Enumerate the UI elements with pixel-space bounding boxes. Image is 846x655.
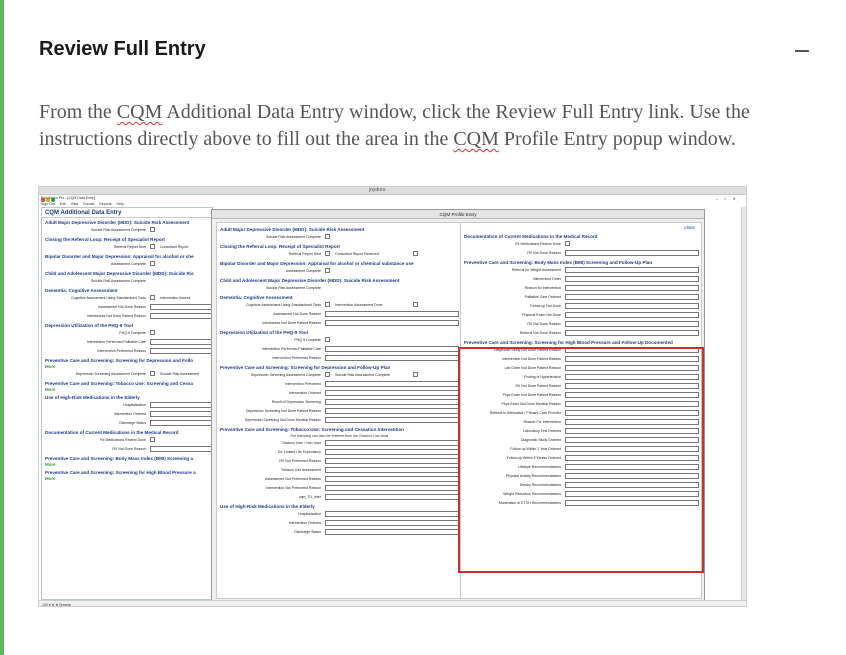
form-row [217, 466, 461, 475]
checkbox[interactable] [150, 227, 155, 232]
window-titlebar [39, 187, 747, 195]
field-label: cqm_TU_Inter [298, 495, 321, 499]
field-label: PHQ-9 Complete [119, 331, 146, 335]
section-heading: Preventive Care and Screening: Screening for Depression and Follo [45, 358, 194, 363]
vertical-scrollbar[interactable] [741, 207, 746, 600]
field-label: InterAssess Not Done Patient Reason [262, 321, 321, 325]
intro-cqm-1: CQM [116, 101, 163, 123]
section-heading: Adult Major Depressive Disorder (MDD): Suicide Risk Assessment [45, 220, 190, 225]
more-link[interactable]: More [45, 364, 56, 369]
form-row [217, 493, 461, 502]
field-label: Suicide Risk Assessment Complete [265, 235, 321, 239]
text-field[interactable] [565, 303, 699, 309]
close-link[interactable]: close [684, 225, 695, 230]
form-row [42, 347, 212, 356]
card-title: Review Full Entry [39, 38, 206, 60]
field-label: Intervention Performed Palliative Care [86, 340, 146, 344]
field-label: Suicide Risk Assessment [160, 372, 200, 376]
field-label: Suicide Risk Assessment Complete [90, 228, 146, 232]
menu-bar [41, 202, 129, 206]
form-row [42, 410, 212, 419]
checkbox[interactable] [413, 302, 418, 307]
section-heading: Bipolar Disorder and Major Depression: Appraisal for alcohol or che [45, 254, 194, 259]
form-row [461, 329, 701, 338]
form-row [42, 243, 212, 252]
form-row [42, 401, 212, 410]
field-label: RX Not Done Reason [527, 322, 561, 326]
field-label: Assessment Complete [285, 269, 321, 273]
form-row [42, 419, 212, 428]
form-row [217, 475, 461, 484]
section-heading: Preventive Care and Screening: Body Mass Index (BMI) Screening and Follow-Up Plan [464, 260, 653, 265]
checkbox[interactable] [413, 251, 418, 256]
form-row [42, 445, 212, 454]
checkbox[interactable] [325, 337, 330, 342]
form-row [461, 275, 701, 284]
field-label: Intervention Not Done Patient Reason [502, 357, 561, 361]
form-row [42, 312, 212, 321]
field-label: Intervention Performed Reason [272, 356, 321, 360]
field-label: Intervention Not Performed Reason [265, 486, 321, 490]
field-label: Suicide Risk Assessment Complete [90, 279, 146, 283]
field-label: Intervention Performed Reason [97, 349, 146, 353]
form-row [42, 338, 212, 347]
field-label: Intervention Ordered [113, 412, 146, 416]
checkbox[interactable] [325, 372, 330, 377]
form-row [461, 320, 701, 329]
section-heading: Closing the Referral Loop: Receipt of Specialist Report [45, 237, 165, 242]
section-heading: Child and Adolescent Major Depressive Disorder (MDD): Suicide Risk Assessment [220, 278, 400, 283]
field-label: Consultant Report [160, 245, 189, 249]
field-label: RX Not Done Reason [112, 447, 146, 451]
form-row [217, 354, 461, 363]
form-row [461, 284, 701, 293]
form-row [217, 389, 461, 398]
field-label: Intervention Ordered [288, 521, 321, 525]
field-label: Assessment Not Performed Reason [265, 477, 321, 481]
text-field[interactable] [325, 476, 459, 482]
form-row [217, 448, 461, 457]
checkbox[interactable] [150, 295, 155, 300]
checkbox[interactable] [325, 251, 330, 256]
field-label: Weight Reduction Recommendations [503, 492, 561, 496]
text-field[interactable] [325, 458, 459, 464]
form-row [42, 294, 212, 303]
accent-bar [0, 0, 4, 655]
field-label: Assessment Complete [110, 262, 146, 266]
section-heading: Preventive Care and Screening: Tobacco Use: Screening and Cessa [45, 381, 193, 386]
section-heading: Child and Adolescent Major Depressive Disorder (MDD): Suicide Ris [45, 271, 194, 276]
form-row [42, 329, 212, 338]
form-row [461, 311, 701, 320]
text-field[interactable] [325, 399, 459, 405]
field-label: Follow-up Within 4 Weeks Ordered [506, 456, 561, 460]
field-label: Follow-up Not Done [530, 304, 561, 308]
form-row [42, 303, 212, 312]
field-label: Result of Depression Screening [271, 400, 321, 404]
form-row [217, 310, 461, 319]
panel-header: CQM Additional Data Entry [42, 208, 212, 218]
form-row [217, 319, 461, 328]
field-label: Depression Screening Assessment Complete [250, 373, 321, 377]
field-label: RX Not Performed Reason [279, 459, 321, 463]
checkbox[interactable] [325, 268, 330, 273]
section-heading: Documentation of Current Medications in the Medical Record [45, 430, 179, 435]
field-label: Referral Report Sent [113, 245, 146, 249]
field-label: Depression Screening Not Done Patient Reason [245, 409, 321, 413]
field-label: Consultant Report Received [335, 252, 379, 256]
status-bar: 100 ▾ ⊖ ⊕ Browse [39, 600, 747, 607]
text-field[interactable] [565, 330, 699, 336]
popup-column-left [216, 222, 462, 599]
form-row [217, 528, 461, 537]
checkbox[interactable] [150, 244, 155, 249]
embedded-screenshot [38, 186, 747, 607]
menu-view[interactable]: View [70, 202, 79, 206]
intro-text-1: From the [39, 101, 117, 123]
checkbox[interactable] [150, 330, 155, 335]
form-row [217, 457, 461, 466]
form-row [217, 371, 461, 380]
field-label: Rx Medications Review Done [100, 438, 146, 442]
cqm-profile-entry-popup [211, 209, 705, 601]
field-label: Physical Exam Not Done [522, 313, 561, 317]
intro-cqm-2: CQM [453, 128, 499, 150]
checkbox[interactable] [325, 234, 330, 239]
field-label: Cognitive Assessment Using Standardized Tools [70, 296, 146, 300]
form-row [217, 284, 461, 293]
text-field[interactable] [565, 267, 699, 273]
field-label: Intervention Assessment Done [335, 303, 383, 307]
form-row [217, 398, 461, 407]
checkbox[interactable] [150, 371, 155, 376]
field-label: Suicide Risk Assessment Complete [265, 286, 321, 290]
form-row [217, 250, 461, 259]
field-label: Diagnostic Study Not Done Patient Reason [494, 348, 561, 352]
form-row [42, 260, 212, 269]
field-label: Reason for Intervention [524, 286, 561, 290]
field-label: Tobacco Use Assessment [280, 468, 321, 472]
form-row [461, 240, 701, 249]
form-row [461, 266, 701, 275]
menu-reports[interactable]: Reports [99, 202, 112, 206]
field-label: Intervention Order [532, 277, 561, 281]
section-heading: Depression Utilization of the PHQ-9 Tool [220, 330, 308, 335]
field-label: Suicide Risk Assessment Complete [335, 373, 391, 377]
field-label: Assessment Not Done Reason [98, 305, 146, 309]
tobacco-note: The following can also be entered from the Tobacco Use Area [289, 434, 389, 438]
field-label: Referral for Weight Assessment [511, 268, 561, 272]
field-label: Intervention Assess [160, 296, 191, 300]
form-row [217, 233, 461, 242]
field-label: Intervention Ordered [288, 391, 321, 395]
highlight-box [458, 347, 704, 573]
menu-help[interactable]: Help [116, 202, 124, 206]
field-label: Phys Exam Not Done Patient Reason [502, 393, 561, 397]
text-field[interactable] [325, 320, 459, 326]
app-title: PhiloMator Pro - [CQM Data Entry] [41, 196, 95, 200]
form-row [217, 416, 461, 425]
section-heading: Depression Utilization of the PHQ-9 Tool [45, 323, 133, 328]
collapse-button[interactable] [795, 50, 809, 52]
text-field[interactable] [325, 529, 459, 535]
field-label: Cognitive Assessment Using Standardized Tools [245, 303, 321, 307]
field-label: RX Not Done Reason [527, 251, 561, 255]
section-heading: Preventive Care and Screening: Screening for High Blood Pressure a [45, 470, 196, 475]
field-label: Hospitalization [298, 512, 321, 516]
section-heading: Preventive Care and Screening: Tobacco Use: Screening and Cessation Intervention [220, 427, 404, 432]
more-link[interactable]: More [45, 476, 56, 481]
form-row [217, 484, 461, 493]
text-field[interactable] [325, 346, 459, 352]
section-heading: Use of High-Risk Medications in the Elderly [220, 504, 315, 509]
field-label: Depression Screening Assessment Complete [75, 372, 146, 376]
field-label: Tobacco User / Non User [281, 441, 321, 445]
menu-format[interactable]: Format [83, 202, 95, 206]
checkbox[interactable] [150, 437, 155, 442]
field-label: Depression Screening Not Done Medical Reason [244, 418, 321, 422]
form-row [217, 380, 461, 389]
win-minimize-icon[interactable]: – [715, 196, 725, 201]
field-label: Follow-up Within 1 Year Ordered [510, 447, 561, 451]
field-label: Lab Order Not Done Patient Reason [504, 366, 561, 370]
text-field[interactable] [565, 276, 699, 282]
text-field[interactable] [325, 467, 459, 473]
field-label: Diagnostic Study Ordered [520, 438, 561, 442]
form-row [217, 336, 461, 345]
form-row [461, 249, 701, 258]
field-label: Palliative Care Ordered [524, 295, 561, 299]
field-label: Finding of Hypertension [524, 375, 561, 379]
section-heading: Preventive Care and Screening: Body Mass Index (BMI) Screening a [45, 456, 194, 461]
field-label: Referral to Alternative / Primary Care Provider [489, 411, 561, 415]
form-row [217, 519, 461, 528]
field-label: Intervention Performed Palliative Care [261, 347, 321, 351]
field-label: Hospitalization [123, 403, 146, 407]
text-field[interactable] [325, 511, 459, 517]
checkbox[interactable] [325, 302, 330, 307]
field-label: Assessment Not Done Reason [273, 312, 321, 316]
field-label: Intervention Performed [285, 382, 321, 386]
form-row [42, 277, 212, 286]
field-label: Physical Activity Recommendations [505, 474, 561, 478]
field-label: Discharge Status [294, 530, 321, 534]
text-field[interactable] [325, 485, 459, 491]
window-title: joydoru [369, 187, 386, 193]
form-row [217, 439, 461, 448]
text-field[interactable] [325, 381, 459, 387]
form-row [42, 226, 212, 235]
checkbox[interactable] [413, 372, 418, 377]
more-link[interactable]: More [45, 387, 56, 392]
field-label: Reason For Intervention [523, 420, 561, 424]
field-label: Dx. Limited Life Expectancy [277, 450, 321, 454]
window-controls [716, 196, 742, 201]
text-field[interactable] [325, 390, 459, 396]
section-heading: Preventive Care and Screening: Screening for High Blood Pressure and Follow-Up Documented [464, 340, 673, 345]
form-row [42, 370, 212, 379]
popup-title: CQM Profile Entry [212, 210, 704, 219]
field-label: Referral Not Done Reason [519, 331, 561, 335]
text-field[interactable] [325, 417, 459, 423]
text-field[interactable] [325, 494, 459, 500]
form-row [217, 407, 461, 416]
intro-text-2: Additional Data Entry window, click the Review Full Entry link. Use the instructions directly above to fill out the area in the [39, 101, 750, 150]
form-row [217, 510, 461, 519]
field-label: Moderation of ETOH Recommendations [498, 501, 561, 505]
section-heading: Preventive Care and Screening: Screening for Depression and Follow-Up Plan [220, 365, 391, 370]
more-link[interactable]: More [45, 462, 56, 467]
menu-edit[interactable]: Edit [59, 202, 66, 206]
form-row [42, 436, 212, 445]
field-label: InterAssess Not Done Patient Reason [87, 314, 146, 318]
section-heading: Bipolar Disorder and Major Depression: Appraisal for alcohol or chemical substance use [220, 261, 414, 266]
menu-sign-out[interactable]: Sign Out [41, 202, 55, 206]
section-heading: Closing the Referral Loop: Receipt of Specialist Report [220, 244, 340, 249]
cqm-additional-data-panel [41, 207, 213, 600]
section-heading: Dementia: Cognitive Assessment [220, 295, 293, 300]
text-field[interactable] [565, 250, 699, 256]
text-field[interactable] [325, 408, 459, 414]
text-field[interactable] [325, 449, 459, 455]
form-row [461, 293, 701, 302]
field-label: Rx Medications Review Done [515, 242, 561, 246]
field-label: Referral Report Sent [288, 252, 321, 256]
section-heading: Documentation of Current Medications in the Medical Record [464, 234, 598, 239]
win-close-icon[interactable]: ✕ [732, 196, 742, 201]
field-label: Phys Exam Not Done Medical Reason [501, 402, 561, 406]
text-field[interactable] [325, 520, 459, 526]
field-label: Dietary Recommendations [519, 483, 561, 487]
intro-paragraph [39, 99, 819, 153]
text-field[interactable] [565, 312, 699, 318]
text-field[interactable] [565, 294, 699, 300]
win-restore-icon[interactable]: □ [724, 196, 733, 201]
form-row [461, 302, 701, 311]
checkbox[interactable] [150, 261, 155, 266]
field-label: Lifestyle Recommendations [518, 465, 561, 469]
field-label: Discharge Status [119, 421, 146, 425]
text-field[interactable] [565, 321, 699, 327]
text-field[interactable] [325, 440, 459, 446]
intro-text-3: Profile Entry popup window. [498, 128, 736, 150]
text-field[interactable] [325, 355, 459, 361]
field-label: RX Not Done Patient Reason [515, 384, 561, 388]
field-label: PHQ-9 Complete [294, 338, 321, 342]
field-label: Laboratory Test Ordered [523, 429, 561, 433]
checkbox[interactable] [565, 241, 570, 246]
form-row [217, 345, 461, 354]
form-row [217, 267, 461, 276]
form-row [217, 301, 461, 310]
section-heading: Use of High-Risk Medications in the Elderly [45, 395, 140, 400]
section-heading: Dementia: Cognitive Assessment [45, 288, 118, 293]
text-field[interactable] [565, 285, 699, 291]
section-heading: Adult Major Depressive Disorder (MDD): Suicide Risk Assessment [220, 227, 365, 232]
text-field[interactable] [325, 311, 459, 317]
